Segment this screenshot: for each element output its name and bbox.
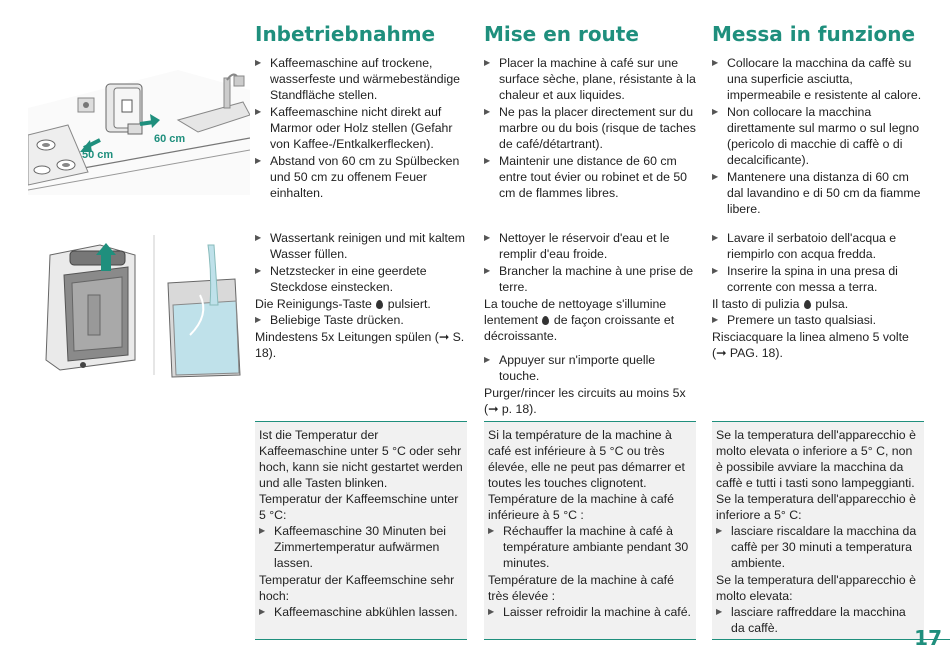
list-item: ▶ Netzstecker in eine geerdete Steckdose einstecken. bbox=[255, 263, 467, 295]
note-text: Risciacquare la linea almeno 5 volte (➞ PAG. 18). bbox=[712, 330, 909, 360]
list-item: ▶ Appuyer sur n'importe quelle touche. bbox=[484, 352, 696, 384]
box-label: Temperatur der Kaffeemschine sehr hoch: bbox=[259, 573, 455, 603]
list-item: ▶ Beliebige Taste drücken. bbox=[255, 312, 467, 328]
box-label: Température de la machine à café très élevée : bbox=[488, 573, 674, 603]
list-item: ▶ Placer la machine à café sur une surface sèche, plane, résistante à la chaleur et aux liquides. bbox=[484, 55, 696, 103]
note-text: Die Reinigungs-Taste pulsiert. bbox=[255, 297, 431, 311]
list-item: ▶ Laisser refroidir la machine à café. bbox=[488, 604, 692, 620]
list-item: ▶ Abstand von 60 cm zu Spülbecken und 50 cm zu offenem Feuer einhalten. bbox=[255, 153, 467, 201]
box-label: Se la temperatura dell'apparecchio è inferiore a 5° C: bbox=[716, 492, 916, 522]
box-label: Se la temperatura dell'apparecchio è molto elevata: bbox=[716, 573, 916, 603]
list-item: ▶ Nettoyer le réservoir d'eau et le remplir d'eau froide. bbox=[484, 230, 696, 262]
list-item: ▶ Kaffeemaschine nicht direkt auf Marmor oder Holz stellen (Gefahr von Kaffee-/Entkalkerflecken). bbox=[255, 104, 467, 152]
list-item: ▶ Kaffeemaschine abkühlen lassen. bbox=[259, 604, 463, 620]
list-item: ▶ Lavare il serbatoio dell'acqua e riempirlo con acqua fredda. bbox=[712, 230, 924, 262]
kitchen-placement-illustration bbox=[28, 60, 250, 195]
list-item: ▶ Brancher la machine à une prise de terre. bbox=[484, 263, 696, 295]
box-intro: Se la temperatura dell'apparecchio è molto elevata o inferiore a 5° C, non è possibile avviare la macchina da caffè e tutti i tasti sono lampeggianti. bbox=[716, 428, 916, 490]
column-title: Mise en route bbox=[484, 22, 639, 46]
temperature-info-box-german bbox=[255, 421, 467, 640]
list-item: ▶ lasciare riscaldare la macchina da caffè per 30 minuti a temperatura ambiente. bbox=[716, 523, 920, 571]
list-item: ▶ Maintenir une distance de 60 cm entre tout évier ou robinet et de 50 cm de flammes libres. bbox=[484, 153, 696, 201]
list-item: ▶ lasciare raffreddare la macchina da caffè. bbox=[716, 604, 920, 636]
list-item: ▶ Wassertank reinigen und mit kaltem Wasser füllen. bbox=[255, 230, 467, 262]
water-tank-illustration bbox=[40, 225, 245, 385]
note-text: Purger/rincer les circuits au moins 5x (➞ p. 18). bbox=[484, 386, 686, 416]
column-title: Inbetriebnahme bbox=[255, 22, 436, 46]
box-intro: Si la température de la machine à café est inférieure à 5 °C ou très élevée, elle ne peut pas démarrer et toutes les touches clignotent. bbox=[488, 428, 685, 490]
list-item: ▶ Non collocare la macchina direttamente sul marmo o sul legno (pericolo di macchie di caffè o di decalcificante). bbox=[712, 104, 924, 168]
list-item: ▶ Collocare la macchina da caffè su una superficie asciutta, impermeabile e resistente al calore. bbox=[712, 55, 924, 103]
list-item: ▶ Ne pas la placer directement sur du marbre ou du bois (risque de taches de café/détartrant). bbox=[484, 104, 696, 152]
list-item: ▶ Réchauffer la machine à café à température ambiante pendant 30 minutes. bbox=[488, 523, 692, 571]
list-item: ▶ Premere un tasto qualsiasi. bbox=[712, 312, 924, 328]
temperature-info-box-french bbox=[484, 421, 696, 640]
distance-60-label: 60 cm bbox=[154, 133, 186, 145]
list-item: ▶ Kaffeemaschine auf trockene, wasserfeste und wärmebeständige Standfläche stellen. bbox=[255, 55, 467, 103]
drop-icon bbox=[376, 300, 383, 309]
drop-icon bbox=[542, 316, 549, 325]
note-text: Mindestens 5x Leitungen spülen (➞ S. 18). bbox=[255, 330, 465, 360]
list-item: ▶ Inserire la spina in una presa di corrente con messa a terra. bbox=[712, 263, 924, 295]
list-item: ▶ Kaffeemaschine 30 Minuten bei Zimmertemperatur aufwärmen lassen. bbox=[259, 523, 463, 571]
box-label: Température de la machine à café inférieure à 5 °C : bbox=[488, 492, 674, 522]
distance-50-label: 50 cm bbox=[82, 149, 114, 161]
box-label: Temperatur der Kaffeemschine unter 5 °C: bbox=[259, 492, 459, 522]
drop-icon bbox=[804, 300, 811, 309]
note-text: La touche de nettoyage s'illumine lentement de façon croissante et décroissante. bbox=[484, 297, 675, 343]
note-text: Il tasto di pulizia pulsa. bbox=[712, 297, 849, 311]
box-intro: Ist die Temperatur der Kaffeemaschine unter 5 °C oder sehr hoch, kann sie nicht gestartet werden und alle Tasten blinken. bbox=[259, 428, 463, 490]
page-number: 17 bbox=[914, 626, 942, 650]
temperature-info-box-italian bbox=[712, 421, 924, 640]
column-title: Messa in funzione bbox=[712, 22, 916, 46]
list-item: ▶ Mantenere una distanza di 60 cm dal lavandino e di 50 cm da fiamme libere. bbox=[712, 169, 924, 217]
